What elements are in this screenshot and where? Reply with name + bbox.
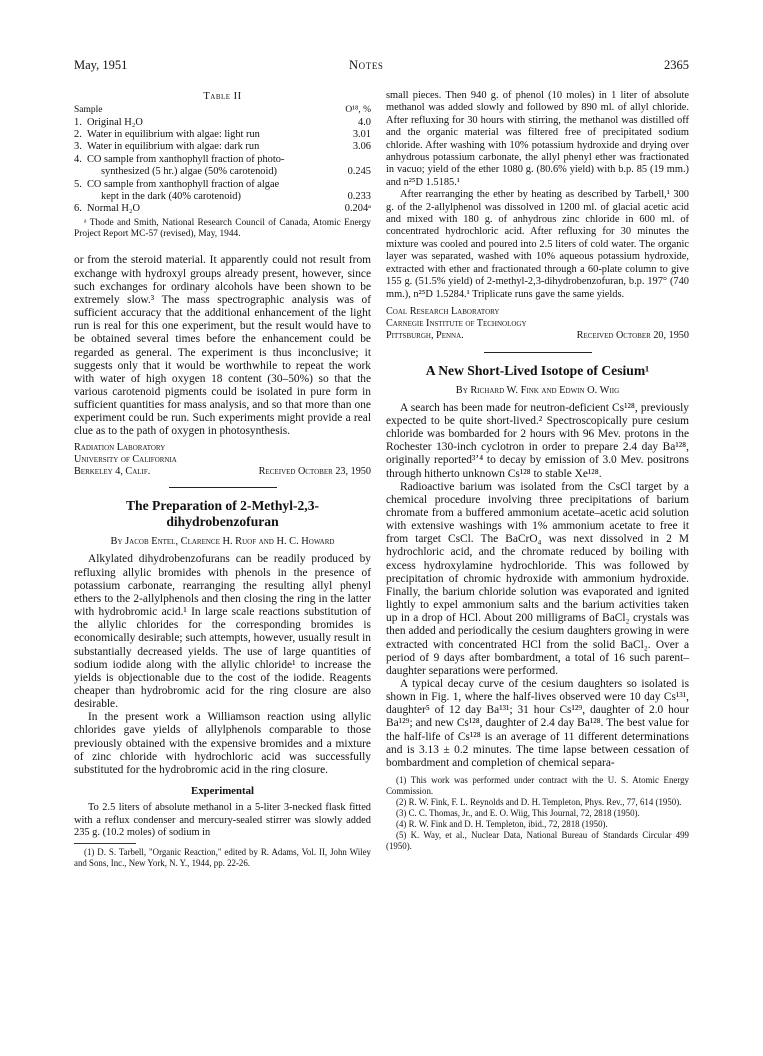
- left-column: [74, 90, 371, 869]
- table-ii: [74, 104, 371, 216]
- received-date: Received October 23, 1950: [258, 466, 371, 477]
- footnote: (5) K. Way, et al., Nuclear Data, National Bureau of Standards Circular 499 (1950).: [386, 830, 689, 852]
- row-num: 2.: [74, 128, 82, 140]
- row-num: 1.: [74, 116, 82, 128]
- running-head-date: May, 1951: [74, 58, 128, 72]
- running-head-section: Notes: [349, 58, 384, 72]
- table-row: [74, 203, 371, 215]
- table-row: [74, 154, 371, 166]
- received-date: Received October 20, 1950: [576, 330, 689, 342]
- table-row: [74, 129, 371, 141]
- row-value: 4.0: [358, 116, 371, 128]
- row-label-cont: kept in the dark (40% carotenoid): [101, 191, 241, 202]
- affiliation-line: Radiation Laboratory: [74, 441, 166, 453]
- row-value: 0.245: [347, 166, 371, 178]
- table-footnote: ᵃ Thode and Smith, National Research Council of Canada, Atomic Energy Project Report MC-57 (revised), May, 1944.: [74, 217, 371, 240]
- row-value: 3.06: [352, 141, 371, 153]
- table-row-cont: [74, 166, 371, 178]
- row-label: CO sample from xanthophyll fraction of photo-: [87, 153, 285, 165]
- table-row: [74, 117, 371, 129]
- table-header-row: [74, 104, 371, 116]
- affiliation-line: Berkeley 4, Calif.: [74, 466, 151, 477]
- affiliation-line: Carnegie Institute of Technology: [386, 318, 527, 330]
- paragraph: To 2.5 liters of absolute methanol in a 5-liter 3-necked flask fitted with a reflux condenser and mercury-sealed stirrer was slowly added 235 g. (10.2 moles) of sodium in: [74, 802, 371, 839]
- footnote: (1) D. S. Tarbell, "Organic Reaction," edited by R. Adams, Vol. II, John Wiley and Sons, Inc., New York, N. Y., 1944, pp. 22-26.: [74, 847, 371, 869]
- footnote: (3) C. C. Thomas, Jr., and E. O. Wiig, This Journal, 72, 2818 (1950).: [396, 808, 640, 819]
- article-title: A New Short-Lived Isotope of Cesium¹: [425, 362, 650, 378]
- paragraph: small pieces. Then 940 g. of phenol (10 moles) in 1 liter of absolute methanol was added slowly and followed by 890 ml. of allyl chloride. After refluxing for 30 hours with stirring, the methanol was distilled off and the organic material was filtered free of precipitated sodium chloride. After washing with 10% potassium hydroxide and drying over anhydrous potassium carbonate, the allyl phenyl ether was fractionated in vacuo; yield of the ether 1080 g. (80.6% yield) with b.p. 85 (19 mm.) and n²⁵D 1.5185.¹: [386, 90, 689, 188]
- row-label-cont: synthesized (5 hr.) algae (50% carotenoid): [101, 166, 277, 178]
- footnote: (1) This work was performed under contract with the U. S. Atomic Energy Commission.: [386, 775, 689, 797]
- paragraph: After rearranging the ether by heating as described by Tarbell,¹ 300 g. of the 2-allylphenol was dissolved in 1200 ml. of glacial acetic acid and mixed with 180 g. of anhydrous zinc chloride in 600 ml. of concentrated hydrochloric acid. After refluxing for 30 minutes the mixture was cooled and poured into 2.5 liters of cold water. The organic layer was separated, washed with 10% aqueous potassium hydroxide, extracted with ether and fractionated through a 60-plate column to give 155 g. (51.5% yield) of 2-methyl-2,3-dihydrobenzofuran, b.p. 197° (740 mm.), n²⁵D 1.5284.¹ Triplicate runs gave the same yields.: [386, 189, 689, 300]
- table-caption: Table II: [203, 91, 242, 102]
- paragraph: A search has been made for neutron-deficient Cs¹²⁸, previously expected to be quite short-lived.² Spectroscopically pure cesium chloride was bombarded for 2 hours with 96 Mev. protons in the Rochester 130-inch cyclotron in order to prepare 2.4 day Ba¹²⁸, originally reported³ʼ⁴ to decay by emission of 3.0 Mev. positrons through hitherto unknown Cs¹²⁸ to stable Xe¹²⁸.: [386, 401, 689, 480]
- footnote-rule: [74, 843, 136, 844]
- footnote: (4) R. W. Fink and D. H. Templeton, ibid., 72, 2818 (1950).: [396, 819, 608, 830]
- row-label: Normal H₂O: [87, 203, 140, 215]
- paragraph: A typical decay curve of the cesium daughters so isolated is shown in Fig. 1, where the half-lives observed were 10 day Cs¹³¹, daughter⁵ of 12 day Ba¹³¹; 31 hour Cs¹²⁹, daughter of 2.0 hour Ba¹²⁹; and new Cs¹²⁸, daughter of 2.4 day Ba¹²⁸. The best value for the half-life of Cs¹²⁸ is an average of 11 different determinations and is 3.13 ± 0.2 minutes. The time lapse between cessation of bombardment and completion of chemical separa-: [386, 678, 689, 769]
- article-authors: By Jacob Entel, Clarence H. Ruof and H. C. Howard: [110, 536, 335, 548]
- paragraph: Alkylated dihydrobenzofurans can be readily produced by refluxing allylic bromides with phenols in the presence of potassium carbonate, rearranging the resulting allyl phenyl ethers to the 2-allylphenols and then closing the ring in the latter with hydrobromic acid.¹ In large scale reactions substitution of the allylic chlorides for the corresponding bromides is economically desirable; such attempts, however, usually result in substantially decreased yields. The use of large quantities of sodium iodide along with the allylic chloride¹ to increase the yields is objectionable due to the cost of the iodide. Reagents cheaper than hydrobromic acid for the ring closure are also desirable.: [74, 553, 371, 711]
- row-value: 0.204ᵃ: [344, 203, 371, 215]
- row-value: 0.233: [347, 191, 371, 202]
- section-heading: Experimental: [191, 785, 254, 798]
- affiliation-line: Pittsburgh, Penna.: [386, 330, 464, 342]
- paragraph: In the present work a Williamson reaction using allylic chlorides gave yields of allylphenols comparable to those previously obtained with the expensive bromides and a mixture of zinc chloride with hydrochloric acid was successfully substituted for the hydrobromic acid in the ring closure.: [74, 711, 371, 776]
- row-label: Original H₂O: [87, 116, 143, 128]
- article-authors: By Richard W. Fink and Edwin O. Wiig: [455, 384, 620, 396]
- paragraph: or from the steroid material. It apparently could not result from exchange with hydroxyl groups already present, however, since such exchanges for ordinary alcohols have been shown to be extremely slow.³ The mass spectrographic analysis was of sufficient accuracy that the additional enhancement of the light run is real for this one experiment, but the result would have to be obtained several times before the enhancement could be regarded as general. The experiment is thus inconclusive; it suggests only that it would be worthwhile to repeat the work with water of high oxygen 18 content (30–50%) so that the various carotenoid pigments could be isolated in pure form in sufficient quantities for mass analysis, and so that more than one experiment could be run. Such experiments might provide a real clue as to the path of oxygen in photosynthesis.: [74, 254, 371, 438]
- row-num: 5.: [74, 178, 82, 190]
- table-col-value: O¹⁸, %: [345, 105, 371, 116]
- right-column: [386, 90, 689, 852]
- article-title: The Preparation of 2-Methyl-2,3-dihydrobenzofuran: [125, 498, 320, 530]
- row-label: CO sample from xanthophyll fraction of algae: [87, 178, 280, 190]
- footnote: (2) R. W. Fink, F. L. Reynolds and D. H. Templeton, Phys. Rev., 77, 614 (1950).: [396, 797, 682, 808]
- divider: [169, 487, 277, 488]
- page-number: 2365: [664, 58, 689, 72]
- row-num: 3.: [74, 141, 82, 153]
- table-row: [74, 141, 371, 153]
- row-num: 6.: [74, 203, 82, 215]
- row-num: 4.: [74, 153, 82, 165]
- affiliation-line: Coal Research Laboratory: [386, 305, 500, 317]
- row-value: 3.01: [352, 128, 371, 140]
- divider: [484, 352, 592, 353]
- row-label: Water in equilibrium with algae: light run: [87, 128, 260, 140]
- paragraph: Radioactive barium was isolated from the CsCl target by a chemical procedure involving three precipitations of barium chromate from a buffered ammonium acetate–acetic acid solution with extensive washings with 1% ammonium acetate to free it from target CsCl. The BaCrO₄ was next dissolved in 2 M hydrochloric acid, and the chromate reduced by boiling with excess hydroxylamine hydrochloride. This was followed by precipitation of chromic hydroxide with ammonium hydroxide. Finally, the barium chloride solution was evaporated and ignited lightly to expel ammonium salts and the barium activities taken up in a drop of HCl. About 200 milligrams of BaCl₂ crystals was then added and periodically the cesium daughters growing in were extracted with concentrated HCl from the solid BaCl₂. Over a period of 9 days after bombardment, a total of 16 such parent–daughter separations were performed.: [386, 480, 689, 677]
- table-row: [74, 179, 371, 191]
- row-label: Water in equilibrium with algae: dark run: [87, 141, 260, 153]
- affiliation-line: University of California: [74, 453, 177, 465]
- table-row-cont: [74, 191, 371, 203]
- table-col-sample: Sample: [74, 105, 103, 116]
